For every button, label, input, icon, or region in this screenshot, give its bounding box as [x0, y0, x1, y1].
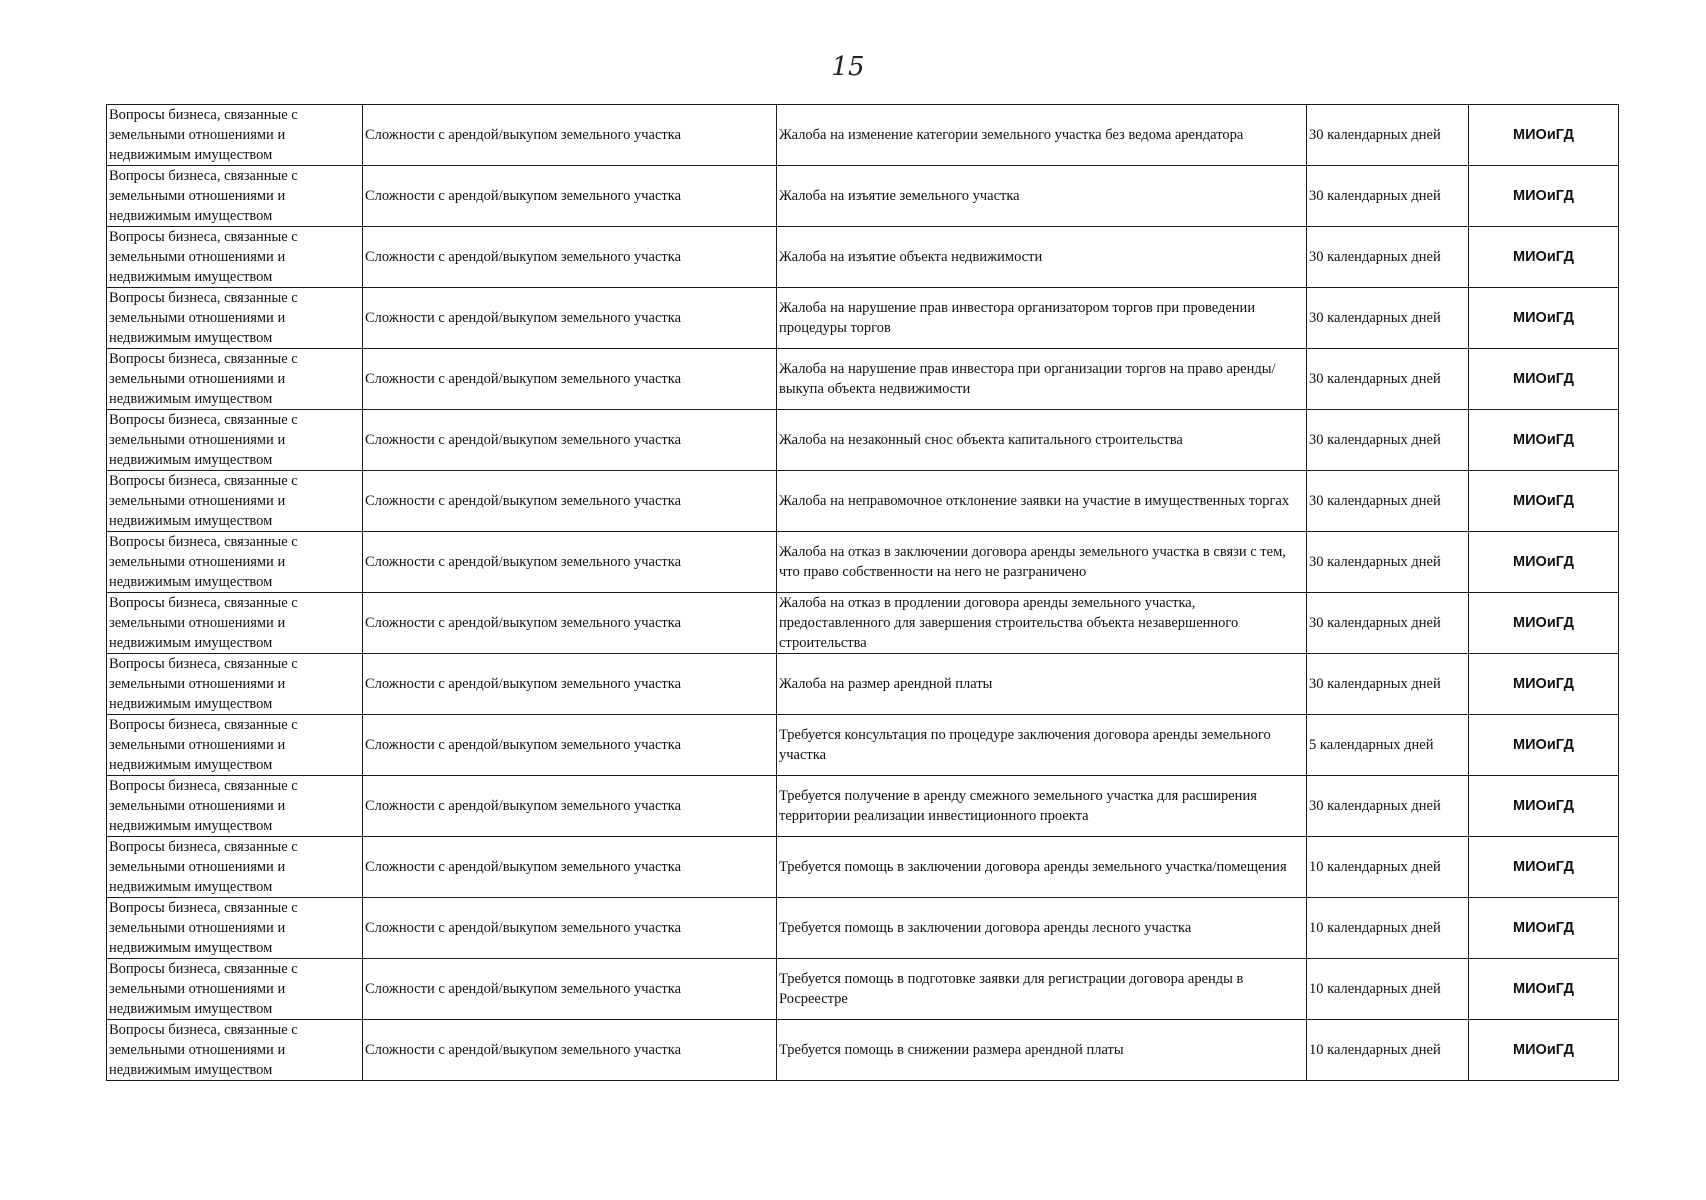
- table-row: [107, 898, 1619, 959]
- executor-cell: МИОиГД: [1469, 1020, 1619, 1081]
- term-cell: 30 календарных дней: [1307, 166, 1469, 227]
- description-cell: Жалоба на изъятие земельного участка: [777, 166, 1307, 227]
- document-table: [106, 104, 1619, 1081]
- description-cell: Требуется консультация по процедуре заключения договора аренды земельного участка: [777, 715, 1307, 776]
- description-cell: Жалоба на неправомочное отклонение заявки на участие в имущественных торгах: [777, 471, 1307, 532]
- subcategory-cell: Сложности с арендой/выкупом земельного участка: [363, 776, 777, 837]
- category-cell: Вопросы бизнеса, связанные с земельными отношениями и недвижимым имуществом: [107, 959, 363, 1020]
- term-cell: 30 календарных дней: [1307, 593, 1469, 654]
- subcategory-cell: Сложности с арендой/выкупом земельного участка: [363, 166, 777, 227]
- term-cell: 30 календарных дней: [1307, 532, 1469, 593]
- subcategory-cell: Сложности с арендой/выкупом земельного участка: [363, 1020, 777, 1081]
- table-row: [107, 593, 1619, 654]
- table-body: [107, 105, 1619, 1081]
- subcategory-cell: Сложности с арендой/выкупом земельного участка: [363, 898, 777, 959]
- term-cell: 30 календарных дней: [1307, 227, 1469, 288]
- executor-cell: МИОиГД: [1469, 105, 1619, 166]
- description-cell: Жалоба на размер арендной платы: [777, 654, 1307, 715]
- category-cell: Вопросы бизнеса, связанные с земельными отношениями и недвижимым имуществом: [107, 288, 363, 349]
- table-row: [107, 105, 1619, 166]
- executor-cell: МИОиГД: [1469, 837, 1619, 898]
- executor-cell: МИОиГД: [1469, 410, 1619, 471]
- table-row: [107, 532, 1619, 593]
- executor-cell: МИОиГД: [1469, 959, 1619, 1020]
- table-row: [107, 349, 1619, 410]
- category-cell: Вопросы бизнеса, связанные с земельными отношениями и недвижимым имуществом: [107, 227, 363, 288]
- subcategory-cell: Сложности с арендой/выкупом земельного участка: [363, 410, 777, 471]
- table-row: [107, 715, 1619, 776]
- category-cell: Вопросы бизнеса, связанные с земельными отношениями и недвижимым имуществом: [107, 1020, 363, 1081]
- term-cell: 30 календарных дней: [1307, 105, 1469, 166]
- description-cell: Требуется получение в аренду смежного земельного участка для расширения территории реализации инвестиционного проекта: [777, 776, 1307, 837]
- table-row: [107, 776, 1619, 837]
- category-cell: Вопросы бизнеса, связанные с земельными отношениями и недвижимым имуществом: [107, 349, 363, 410]
- subcategory-cell: Сложности с арендой/выкупом земельного участка: [363, 715, 777, 776]
- term-cell: 30 календарных дней: [1307, 471, 1469, 532]
- term-cell: 10 календарных дней: [1307, 1020, 1469, 1081]
- term-cell: 30 календарных дней: [1307, 776, 1469, 837]
- description-cell: Требуется помощь в заключении договора аренды лесного участка: [777, 898, 1307, 959]
- table-row: [107, 654, 1619, 715]
- category-cell: Вопросы бизнеса, связанные с земельными отношениями и недвижимым имуществом: [107, 593, 363, 654]
- subcategory-cell: Сложности с арендой/выкупом земельного участка: [363, 837, 777, 898]
- category-cell: Вопросы бизнеса, связанные с земельными отношениями и недвижимым имуществом: [107, 898, 363, 959]
- executor-cell: МИОиГД: [1469, 715, 1619, 776]
- executor-cell: МИОиГД: [1469, 349, 1619, 410]
- category-cell: Вопросы бизнеса, связанные с земельными отношениями и недвижимым имуществом: [107, 471, 363, 532]
- table-row: [107, 837, 1619, 898]
- executor-cell: МИОиГД: [1469, 227, 1619, 288]
- executor-cell: МИОиГД: [1469, 654, 1619, 715]
- executor-cell: МИОиГД: [1469, 288, 1619, 349]
- term-cell: 30 календарных дней: [1307, 410, 1469, 471]
- subcategory-cell: Сложности с арендой/выкупом земельного участка: [363, 288, 777, 349]
- description-cell: Требуется помощь в снижении размера арендной платы: [777, 1020, 1307, 1081]
- description-cell: Жалоба на нарушение прав инвестора при организации торгов на право аренды/выкупа объекта недвижимости: [777, 349, 1307, 410]
- table-row: [107, 1020, 1619, 1081]
- subcategory-cell: Сложности с арендой/выкупом земельного участка: [363, 471, 777, 532]
- subcategory-cell: Сложности с арендой/выкупом земельного участка: [363, 654, 777, 715]
- description-cell: Жалоба на отказ в продлении договора аренды земельного участка, предоставленного для завершения строительства объекта незавершенного строительства: [777, 593, 1307, 654]
- term-cell: 30 календарных дней: [1307, 288, 1469, 349]
- description-cell: Жалоба на изъятие объекта недвижимости: [777, 227, 1307, 288]
- executor-cell: МИОиГД: [1469, 166, 1619, 227]
- category-cell: Вопросы бизнеса, связанные с земельными отношениями и недвижимым имуществом: [107, 715, 363, 776]
- category-cell: Вопросы бизнеса, связанные с земельными отношениями и недвижимым имуществом: [107, 410, 363, 471]
- category-cell: Вопросы бизнеса, связанные с земельными отношениями и недвижимым имуществом: [107, 166, 363, 227]
- table-row: [107, 288, 1619, 349]
- executor-cell: МИОиГД: [1469, 776, 1619, 837]
- subcategory-cell: Сложности с арендой/выкупом земельного участка: [363, 227, 777, 288]
- description-cell: Жалоба на незаконный снос объекта капитального строительства: [777, 410, 1307, 471]
- subcategory-cell: Сложности с арендой/выкупом земельного участка: [363, 105, 777, 166]
- subcategory-cell: Сложности с арендой/выкупом земельного участка: [363, 349, 777, 410]
- category-cell: Вопросы бизнеса, связанные с земельными отношениями и недвижимым имуществом: [107, 776, 363, 837]
- table-row: [107, 959, 1619, 1020]
- subcategory-cell: Сложности с арендой/выкупом земельного участка: [363, 532, 777, 593]
- category-cell: Вопросы бизнеса, связанные с земельными отношениями и недвижимым имуществом: [107, 654, 363, 715]
- subcategory-cell: Сложности с арендой/выкупом земельного участка: [363, 959, 777, 1020]
- description-cell: Требуется помощь в заключении договора аренды земельного участка/помещения: [777, 837, 1307, 898]
- category-cell: Вопросы бизнеса, связанные с земельными отношениями и недвижимым имуществом: [107, 837, 363, 898]
- table-row: [107, 410, 1619, 471]
- executor-cell: МИОиГД: [1469, 593, 1619, 654]
- description-cell: Требуется помощь в подготовке заявки для регистрации договора аренды в Росреестре: [777, 959, 1307, 1020]
- page-number: 15: [831, 52, 865, 82]
- category-cell: Вопросы бизнеса, связанные с земельными отношениями и недвижимым имуществом: [107, 105, 363, 166]
- executor-cell: МИОиГД: [1469, 898, 1619, 959]
- term-cell: 30 календарных дней: [1307, 349, 1469, 410]
- executor-cell: МИОиГД: [1469, 471, 1619, 532]
- subcategory-cell: Сложности с арендой/выкупом земельного участка: [363, 593, 777, 654]
- description-cell: Жалоба на изменение категории земельного участка без ведома арендатора: [777, 105, 1307, 166]
- table-row: [107, 166, 1619, 227]
- term-cell: 30 календарных дней: [1307, 654, 1469, 715]
- table-row: [107, 471, 1619, 532]
- term-cell: 10 календарных дней: [1307, 837, 1469, 898]
- term-cell: 10 календарных дней: [1307, 959, 1469, 1020]
- description-cell: Жалоба на отказ в заключении договора аренды земельного участка в связи с тем, что право собственности на него не разграничено: [777, 532, 1307, 593]
- term-cell: 10 календарных дней: [1307, 898, 1469, 959]
- term-cell: 5 календарных дней: [1307, 715, 1469, 776]
- category-cell: Вопросы бизнеса, связанные с земельными отношениями и недвижимым имуществом: [107, 532, 363, 593]
- table-row: [107, 227, 1619, 288]
- description-cell: Жалоба на нарушение прав инвестора организатором торгов при проведении процедуры торгов: [777, 288, 1307, 349]
- executor-cell: МИОиГД: [1469, 532, 1619, 593]
